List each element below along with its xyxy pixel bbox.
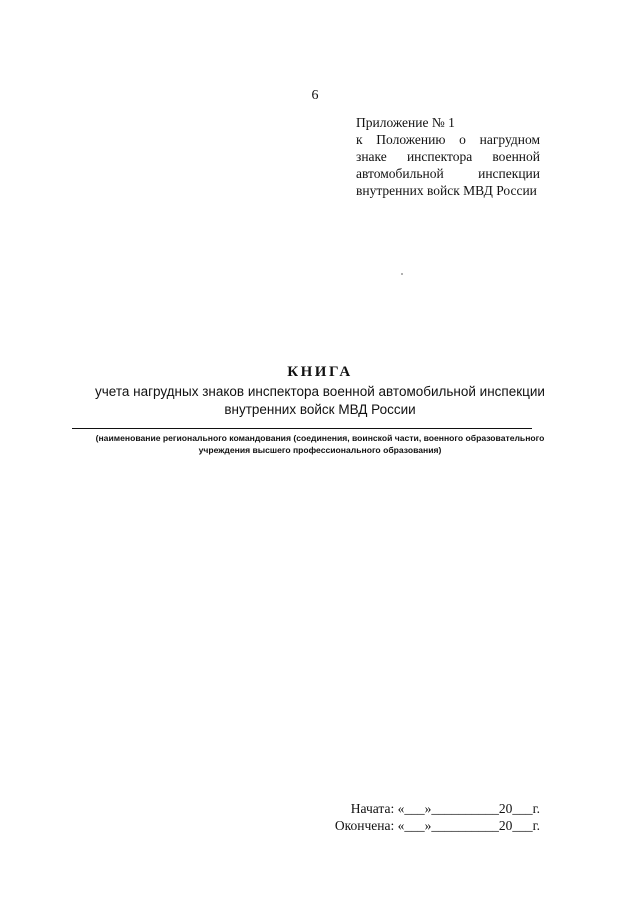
- fill-in-caption: [60, 432, 580, 456]
- book-subtitle: [60, 383, 580, 419]
- dates-block: [300, 800, 540, 834]
- fill-in-line: [72, 428, 532, 429]
- appendix-title: Приложение № 1: [356, 115, 455, 130]
- appendix-block: [356, 114, 540, 199]
- scan-speck: [401, 273, 403, 275]
- caption-line-1: (наименование регионального командования (соединения, воинской части, военного образовательного: [95, 433, 545, 443]
- finished-date: Окончена: «___»__________20___г.: [334, 818, 540, 833]
- book-subtitle-line-2: внутренних войск МВД России: [224, 402, 416, 417]
- started-date: Начата: «___»__________20___г.: [350, 801, 540, 816]
- book-subtitle-line-1: учета нагрудных знаков инспектора военной автомобильной инспекции: [95, 384, 545, 399]
- caption-line-2: учреждения высшего профессионального образования): [198, 445, 442, 455]
- book-title: КНИГА: [287, 364, 353, 380]
- page-number: 6: [311, 88, 319, 103]
- appendix-body: к Положению о нагрудном знаке инспектора военной автомобильной инспекции внутренних войск МВД России: [356, 132, 540, 198]
